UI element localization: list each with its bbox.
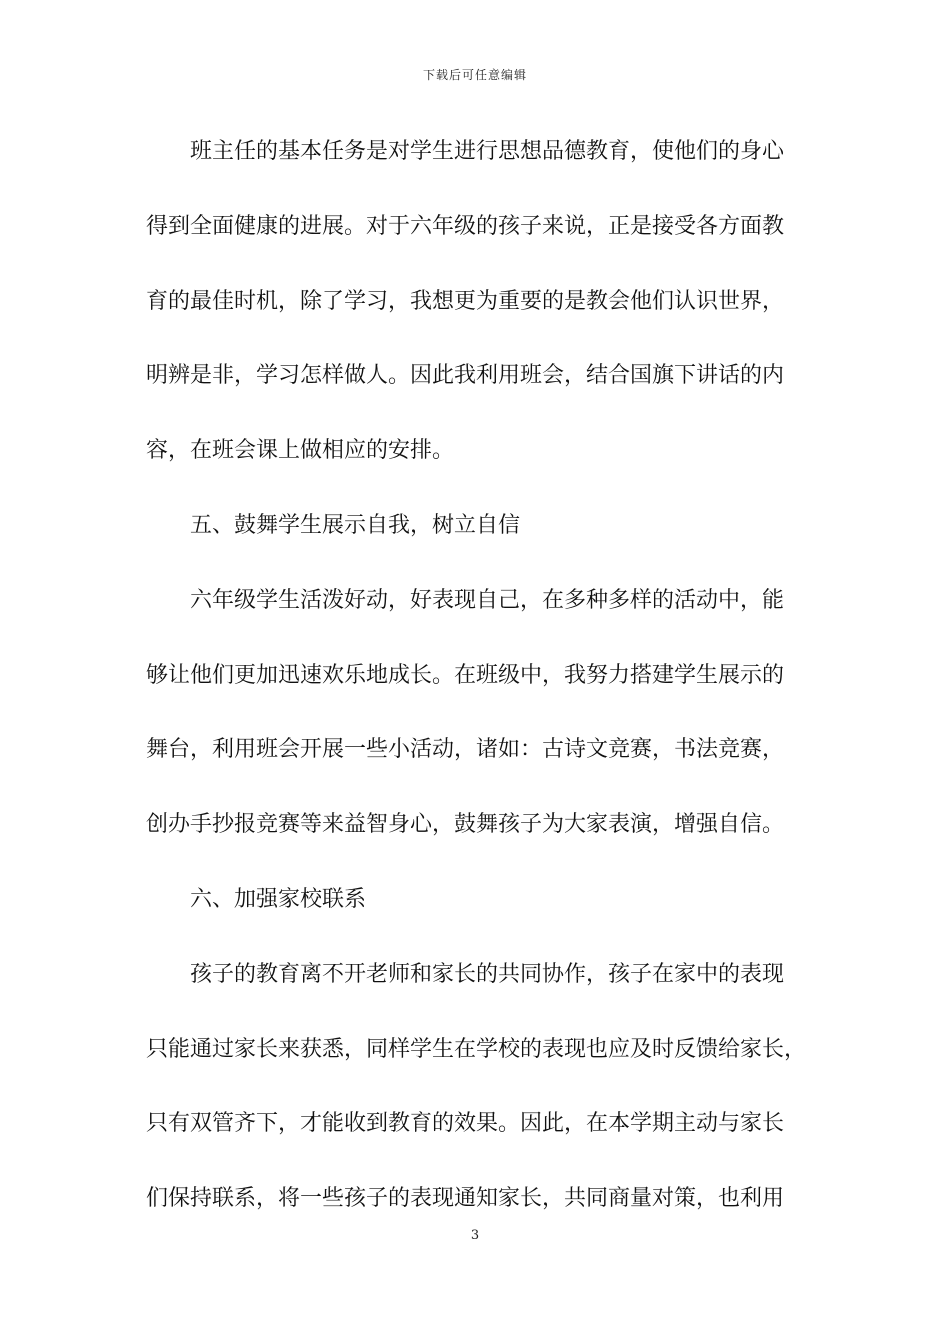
paragraph-line: 够让他们更加迅速欢乐地成长。在班级中，我努力搭建学生展示的	[146, 662, 785, 688]
paragraph-line: 容，在班会课上做相应的安排。	[146, 438, 455, 464]
paragraph-line: 育的最佳时机，除了学习，我想更为重要的是教会他们认识世界，	[146, 288, 785, 314]
section-heading: 五、鼓舞学生展示自我，树立自信	[190, 512, 521, 538]
page-number: 3	[470, 1228, 480, 1243]
page-header: 下载后可任意编辑	[422, 68, 527, 82]
section-heading: 六、加强家校联系	[190, 886, 367, 912]
paragraph-line: 舞台，利用班会开展一些小活动，诸如：古诗文竞赛，书法竞赛，	[146, 737, 785, 763]
paragraph-line: 班主任的基本任务是对学生进行思想品德教育，使他们的身心	[190, 139, 785, 164]
paragraph-line: 只有双管齐下，才能收到教育的效果。因此，在本学期主动与家长	[146, 1111, 785, 1137]
document-body	[146, 128, 822, 1250]
paragraph-line: 六年级学生活泼好动，好表现自己，在多种多样的活动中，能	[190, 587, 785, 613]
paragraph-line: 得到全面健康的进展。对于六年级的孩子来说，正是接受各方面教	[146, 213, 785, 239]
paragraph-line: 们保持联系，将一些孩子的表现通知家长，共同商量对策，也利用	[146, 1186, 785, 1212]
paragraph-line: 孩子的教育离不开老师和家长的共同协作，孩子在家中的表现	[190, 961, 785, 987]
paragraph-line: 只能通过家长来获悉，同样学生在学校的表现也应及时反馈给家长，	[146, 1036, 807, 1062]
paragraph-line: 明辨是非，学习怎样做人。因此我利用班会，结合国旗下讲话的内	[146, 363, 785, 389]
paragraph-line: 创办手抄报竞赛等来益智身心，鼓舞孩子为大家表演，增强自信。	[146, 812, 785, 838]
